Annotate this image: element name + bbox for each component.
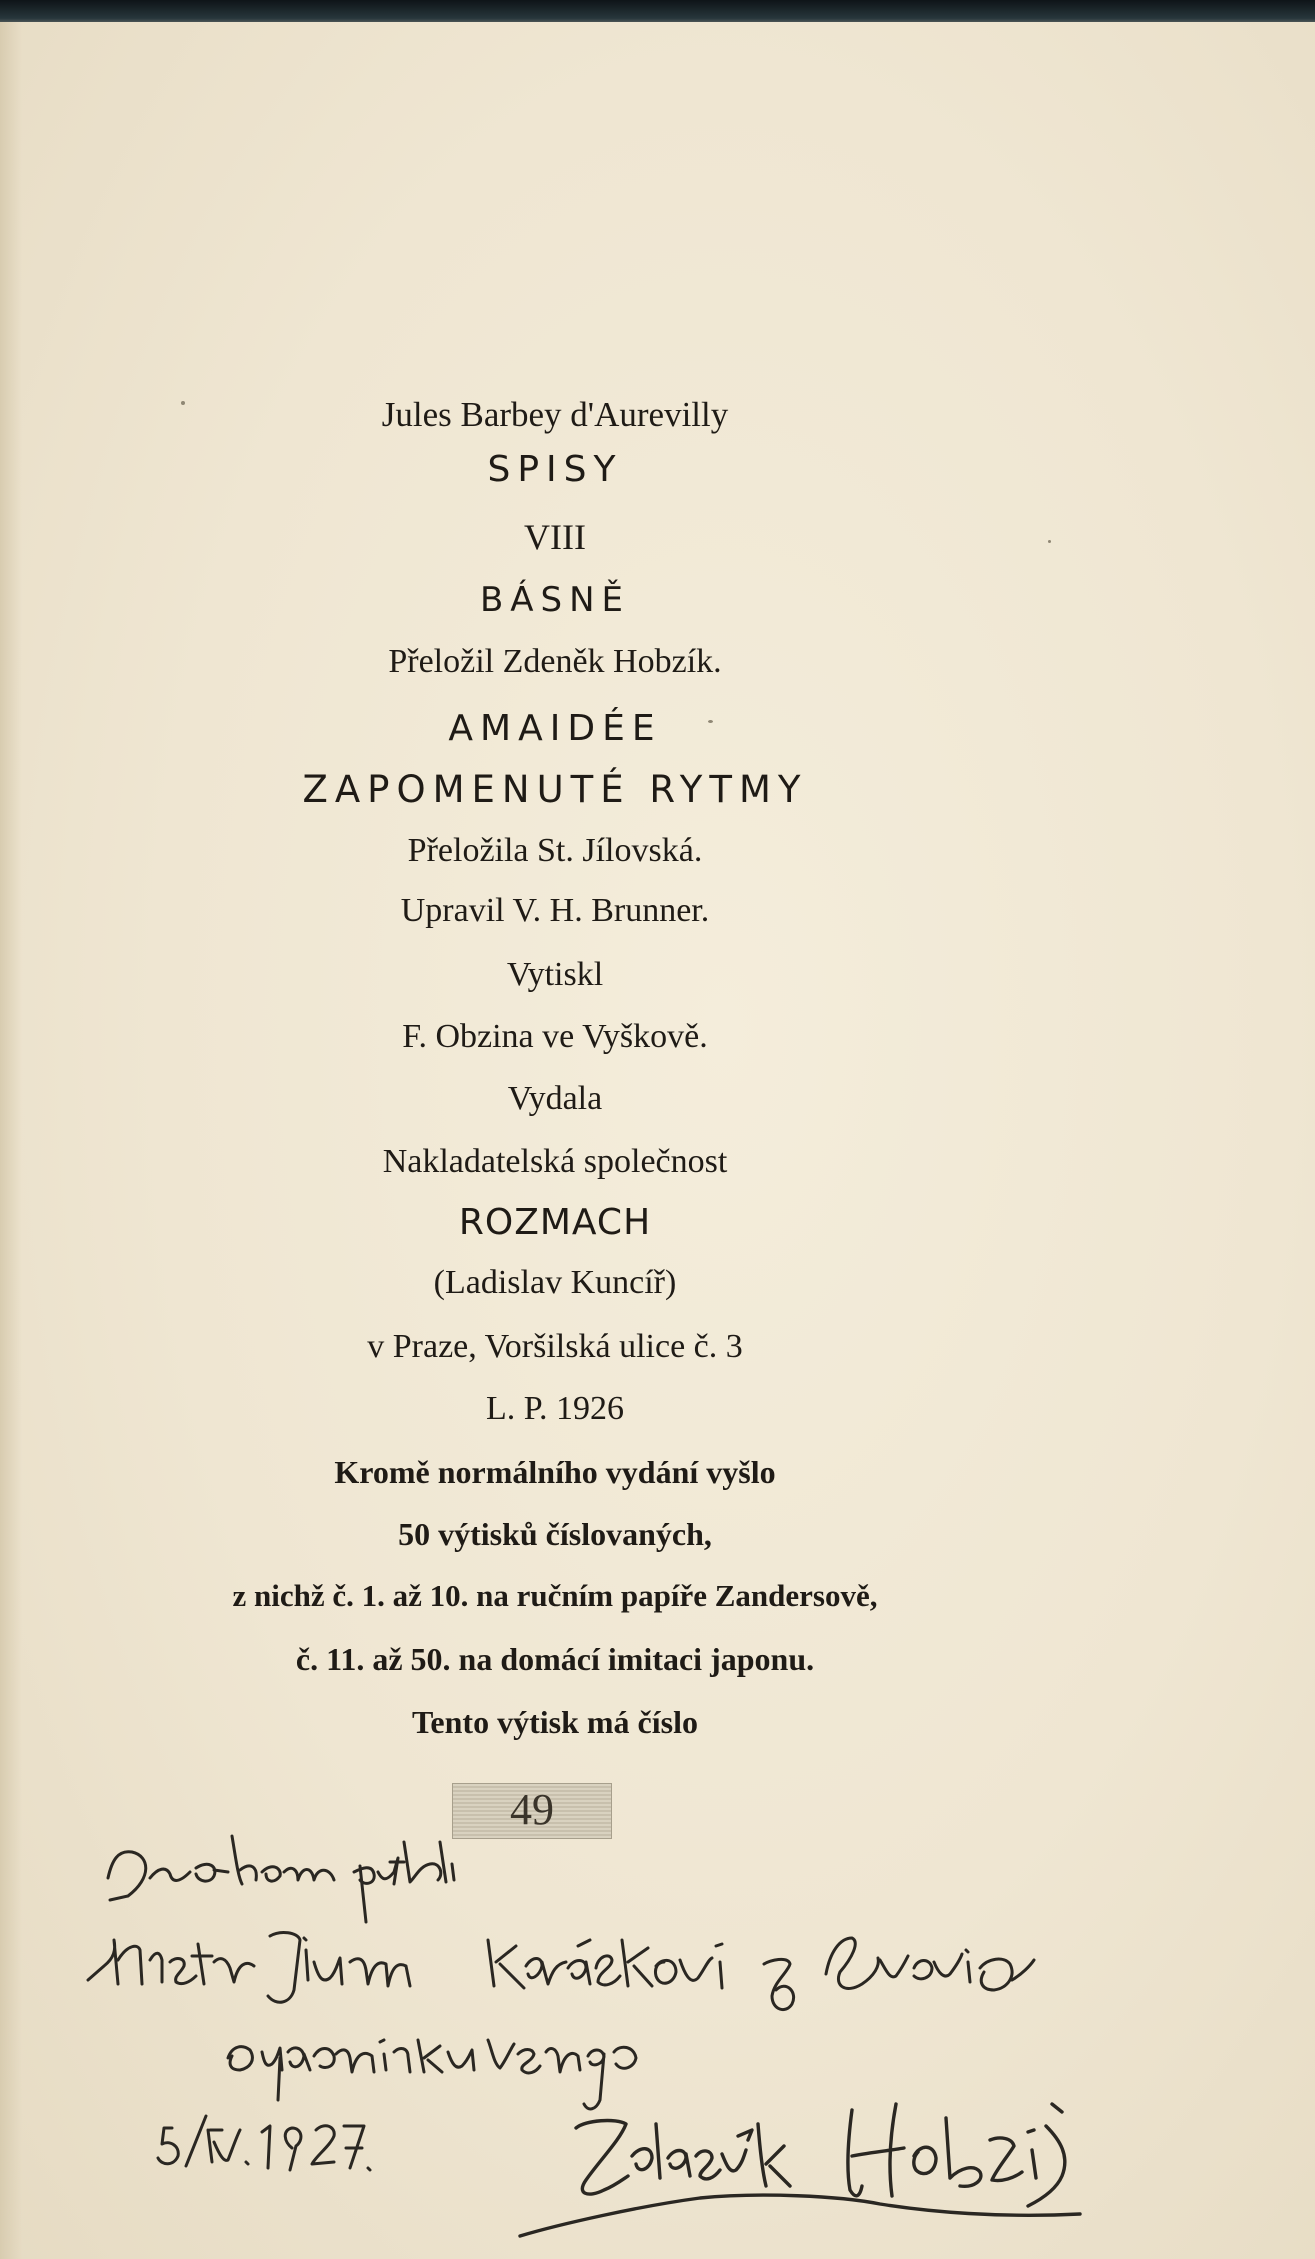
author-name: Jules Barbey d'Aurevilly <box>381 395 729 434</box>
volume-number: VIII <box>524 517 586 557</box>
work-title-basne: BÁSNĚ <box>479 580 631 620</box>
publisher-address: v Praze, Voršilská ulice č. 3 <box>367 1328 743 1365</box>
work-title-zapomenute-rytmy: ZAPOMENUTÉ RYTMY <box>302 768 808 811</box>
edition-note-3: z nichž č. 1. až 10. na ručním papíře Zandersově, <box>232 1578 878 1613</box>
copy-number-label: Tento výtisk má číslo <box>412 1704 698 1740</box>
published-label: Vydala <box>507 1080 603 1117</box>
printed-label: Vytiskl <box>506 956 604 993</box>
edition-note-1: Kromě normálního vydání vyšlo <box>334 1454 776 1490</box>
translator-jilovska: Přeložila St. Jílovská. <box>407 832 703 869</box>
publisher-name: ROZMACH <box>458 1202 652 1243</box>
translator-hobzik: Přeložil Zdeněk Hobzík. <box>388 643 722 680</box>
publication-year: L. P. 1926 <box>486 1390 624 1427</box>
copy-number-stamp: 49 <box>452 1783 612 1839</box>
publisher-owner: (Ladislav Kuncíř) <box>433 1264 677 1301</box>
publisher-company: Nakladatelská společnost <box>382 1143 728 1180</box>
editor-credit: Upravil V. H. Brunner. <box>400 892 710 929</box>
edition-note-4: č. 11. až 50. na domácí imitaci japonu. <box>295 1641 815 1677</box>
edition-note-2: 50 výtisků číslovaných, <box>398 1516 712 1552</box>
work-title-amaidee: AMAIDÉE <box>448 708 662 749</box>
printer-name: F. Obzina ve Vyškově. <box>402 1018 708 1055</box>
series-title: SPISY <box>487 449 623 490</box>
